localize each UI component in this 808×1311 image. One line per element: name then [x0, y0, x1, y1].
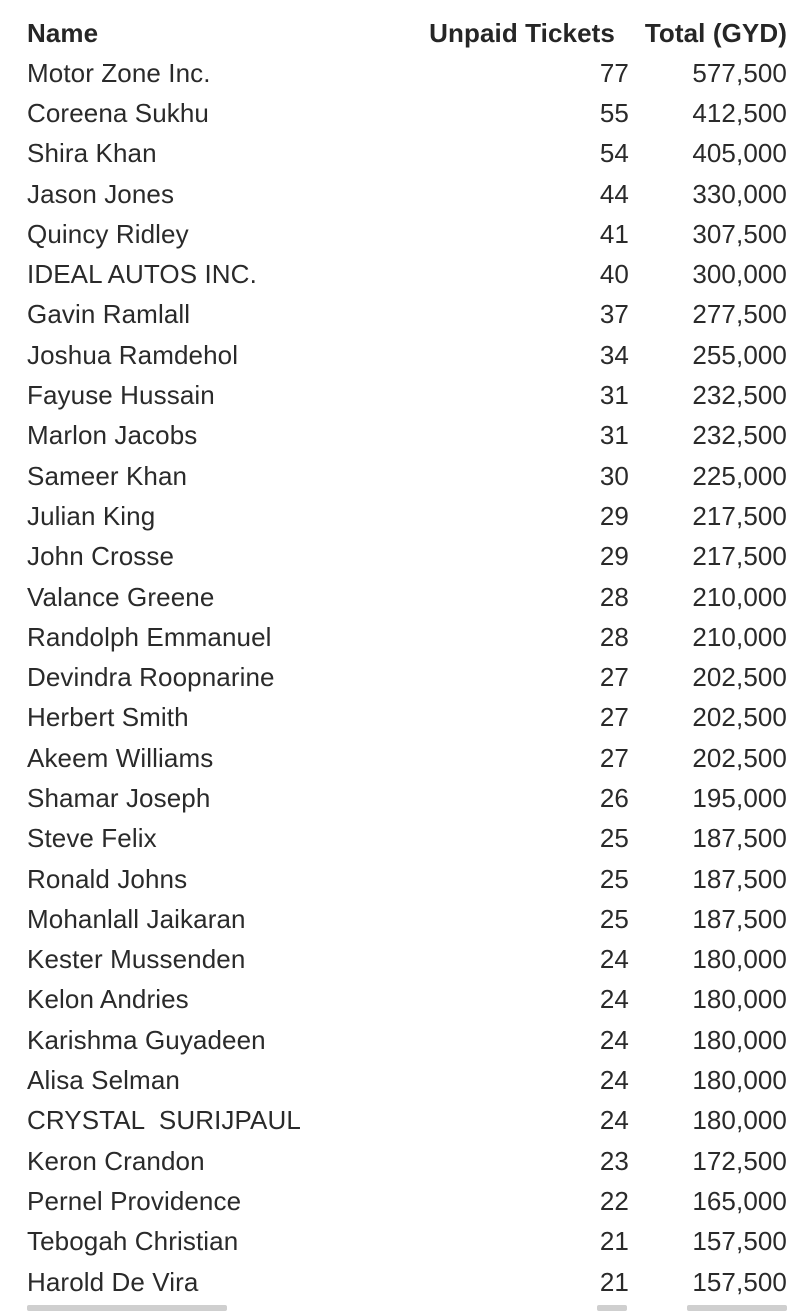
- table-row: [0, 53, 808, 93]
- row-name: CRYSTAL SURIJPAUL: [27, 1105, 301, 1136]
- header-total: Total (GYD): [644, 17, 787, 48]
- row-total: 187,500: [692, 903, 787, 934]
- row-unpaid-tickets: 24: [599, 984, 629, 1015]
- table-row: [0, 496, 808, 536]
- table-row: [0, 93, 808, 133]
- row-unpaid-tickets: 41: [599, 218, 629, 249]
- table-row: [0, 456, 808, 496]
- row-unpaid-tickets: 29: [599, 500, 629, 531]
- row-name: Joshua Ramdehol: [27, 339, 239, 370]
- row-name: Karishma Guyadeen: [27, 1024, 266, 1055]
- row-total: 180,000: [692, 1065, 787, 1096]
- table-row: [0, 899, 808, 939]
- row-total: 157,500: [692, 1226, 787, 1257]
- row-total: 232,500: [692, 420, 787, 451]
- row-total: 180,000: [692, 1105, 787, 1136]
- row-total: 187,500: [692, 863, 787, 894]
- row-total: 225,000: [692, 460, 787, 491]
- row-total: 195,000: [692, 782, 787, 813]
- table-row: [0, 537, 808, 577]
- row-name: Quincy Ridley: [27, 218, 189, 249]
- table-row: [0, 416, 808, 456]
- row-unpaid-tickets: 21: [599, 1226, 629, 1257]
- row-name: Kester Mussenden: [27, 944, 246, 975]
- row-unpaid-tickets: 25: [599, 823, 629, 854]
- row-unpaid-tickets: 31: [599, 380, 629, 411]
- row-unpaid-tickets: 31: [599, 420, 629, 451]
- row-unpaid-tickets: 24: [599, 1065, 629, 1096]
- row-unpaid-tickets: 44: [599, 178, 629, 209]
- row-unpaid-tickets: 23: [599, 1145, 629, 1176]
- table-row: [0, 698, 808, 738]
- row-total: 202,500: [692, 662, 787, 693]
- row-name: Gavin Ramlall: [27, 299, 191, 330]
- row-total: 217,500: [692, 541, 787, 572]
- row-total: 255,000: [692, 339, 787, 370]
- row-total: 577,500: [692, 57, 787, 88]
- row-unpaid-tickets: 21: [599, 1266, 629, 1297]
- row-name: Ronald Johns: [27, 863, 188, 894]
- table-row: [0, 254, 808, 294]
- row-unpaid-tickets: 22: [599, 1185, 629, 1216]
- header-name: Name: [27, 17, 99, 48]
- row-total: 187,500: [692, 823, 787, 854]
- row-name: Shamar Joseph: [27, 782, 211, 813]
- table-row: [0, 980, 808, 1020]
- row-unpaid-tickets: 26: [599, 782, 629, 813]
- row-total: 180,000: [692, 1024, 787, 1055]
- table-row: [0, 295, 808, 335]
- row-name: Akeem Williams: [27, 742, 214, 773]
- row-name: Valance Greene: [27, 581, 215, 612]
- table-row: [0, 375, 808, 415]
- row-name: Sameer Khan: [27, 460, 188, 491]
- table-row: [0, 214, 808, 254]
- row-unpaid-tickets: 24: [599, 944, 629, 975]
- row-unpaid-tickets: 25: [599, 903, 629, 934]
- table-row: [0, 1060, 808, 1100]
- unpaid-tickets-table: [0, 13, 808, 1302]
- cut-off-row: [0, 1298, 808, 1311]
- row-total: 277,500: [692, 299, 787, 330]
- cut-off-tickets-fragment: [597, 1305, 627, 1311]
- row-total: 165,000: [692, 1185, 787, 1216]
- row-total: 412,500: [692, 97, 787, 128]
- row-unpaid-tickets: 27: [599, 702, 629, 733]
- row-name: Coreena Sukhu: [27, 97, 209, 128]
- table-header-row: [0, 13, 808, 53]
- table-row: [0, 1262, 808, 1302]
- cut-off-name-fragment: [27, 1305, 227, 1311]
- table-row: [0, 657, 808, 697]
- row-unpaid-tickets: 28: [599, 621, 629, 652]
- table-body: [0, 53, 808, 1302]
- row-unpaid-tickets: 29: [599, 541, 629, 572]
- row-name: Shira Khan: [27, 138, 157, 169]
- row-total: 210,000: [692, 581, 787, 612]
- row-name: IDEAL AUTOS INC.: [27, 259, 257, 290]
- row-name: Fayuse Hussain: [27, 380, 215, 411]
- table-row: [0, 1222, 808, 1262]
- table-row: [0, 1020, 808, 1060]
- row-total: 210,000: [692, 621, 787, 652]
- row-name: Motor Zone Inc.: [27, 57, 211, 88]
- row-unpaid-tickets: 24: [599, 1024, 629, 1055]
- row-total: 180,000: [692, 944, 787, 975]
- table-row: [0, 335, 808, 375]
- table-row: [0, 738, 808, 778]
- table-row: [0, 134, 808, 174]
- row-unpaid-tickets: 34: [599, 339, 629, 370]
- row-unpaid-tickets: 27: [599, 662, 629, 693]
- row-total: 217,500: [692, 500, 787, 531]
- row-name: Marlon Jacobs: [27, 420, 198, 451]
- row-name: Keron Crandon: [27, 1145, 205, 1176]
- row-total: 307,500: [692, 218, 787, 249]
- table-row: [0, 859, 808, 899]
- table-row: [0, 577, 808, 617]
- table-row: [0, 1101, 808, 1141]
- row-name: Pernel Providence: [27, 1185, 242, 1216]
- row-total: 202,500: [692, 702, 787, 733]
- row-name: Jason Jones: [27, 178, 175, 209]
- row-name: Julian King: [27, 500, 156, 531]
- row-name: Harold De Vira: [27, 1266, 199, 1297]
- row-unpaid-tickets: 30: [599, 460, 629, 491]
- row-unpaid-tickets: 24: [599, 1105, 629, 1136]
- row-name: Herbert Smith: [27, 702, 189, 733]
- row-unpaid-tickets: 55: [599, 97, 629, 128]
- row-total: 202,500: [692, 742, 787, 773]
- row-name: Mohanlall Jaikaran: [27, 903, 246, 934]
- row-unpaid-tickets: 54: [599, 138, 629, 169]
- table-row: [0, 174, 808, 214]
- row-total: 405,000: [692, 138, 787, 169]
- header-unpaid-tickets: Unpaid Tickets: [429, 17, 615, 48]
- row-unpaid-tickets: 28: [599, 581, 629, 612]
- table-row: [0, 617, 808, 657]
- row-total: 300,000: [692, 259, 787, 290]
- row-name: Tebogah Christian: [27, 1226, 239, 1257]
- row-name: Steve Felix: [27, 823, 157, 854]
- row-total: 330,000: [692, 178, 787, 209]
- row-unpaid-tickets: 77: [599, 57, 629, 88]
- row-total: 157,500: [692, 1266, 787, 1297]
- row-name: John Crosse: [27, 541, 175, 572]
- row-total: 172,500: [692, 1145, 787, 1176]
- table-row: [0, 1181, 808, 1221]
- row-unpaid-tickets: 27: [599, 742, 629, 773]
- row-name: Devindra Roopnarine: [27, 662, 275, 693]
- row-total: 180,000: [692, 984, 787, 1015]
- table-row: [0, 819, 808, 859]
- row-name: Kelon Andries: [27, 984, 189, 1015]
- table-row: [0, 1141, 808, 1181]
- table-row: [0, 778, 808, 818]
- row-unpaid-tickets: 40: [599, 259, 629, 290]
- row-unpaid-tickets: 37: [599, 299, 629, 330]
- row-name: Alisa Selman: [27, 1065, 180, 1096]
- row-total: 232,500: [692, 380, 787, 411]
- table-row: [0, 940, 808, 980]
- cut-off-total-fragment: [687, 1305, 787, 1311]
- row-name: Randolph Emmanuel: [27, 621, 272, 652]
- row-unpaid-tickets: 25: [599, 863, 629, 894]
